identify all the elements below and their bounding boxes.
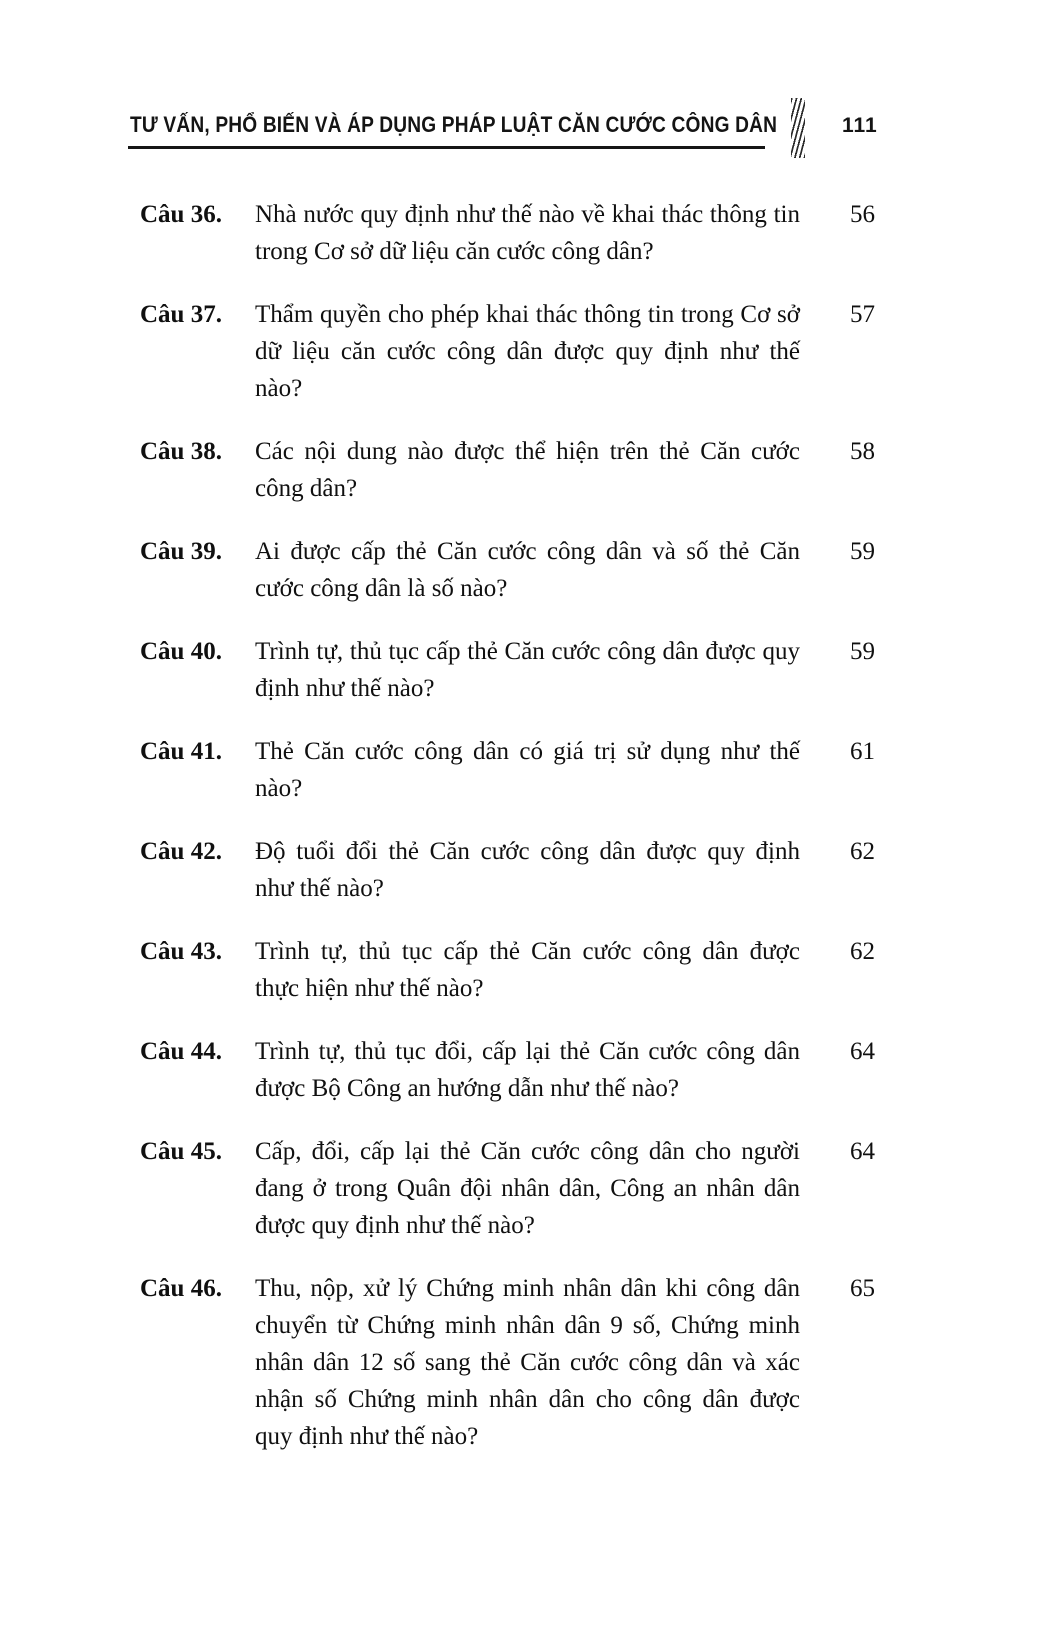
toc-entry-page: 64 (850, 1038, 875, 1065)
toc-entry-page: 59 (850, 638, 875, 665)
toc-entry (140, 196, 875, 270)
hatch-mark-icon (791, 98, 805, 158)
toc-entry-number: Câu 45. (140, 1138, 222, 1165)
toc-entry-page: 58 (850, 438, 875, 465)
toc-entry-title: Ai được cấp thẻ Căn cước công dân và số thẻ Căn cước công dân là số nào? (255, 538, 800, 602)
toc-entry-number: Câu 46. (140, 1275, 222, 1302)
toc-entry-number: Câu 43. (140, 938, 222, 965)
toc-entry (140, 833, 875, 907)
running-header-title: TƯ VẤN, PHỔ BIẾN VÀ ÁP DỤNG PHÁP LUẬT CĂN CƯỚC CÔNG DÂN (130, 112, 778, 137)
toc-entry (140, 633, 875, 707)
toc-entry-number: Câu 38. (140, 438, 222, 465)
toc-entry (140, 1270, 875, 1455)
toc-entry-number: Câu 41. (140, 738, 222, 765)
toc-entry (140, 433, 875, 507)
toc-entry-number: Câu 39. (140, 538, 222, 565)
header-rule (128, 146, 765, 149)
toc-entry-title: Nhà nước quy định như thế nào về khai thác thông tin trong Cơ sở dữ liệu căn cước công dân? (255, 201, 800, 265)
toc-entry-page: 59 (850, 538, 875, 565)
toc-entry-number: Câu 36. (140, 201, 222, 228)
toc-entry-title: Độ tuổi đổi thẻ Căn cước công dân được quy định như thế nào? (255, 838, 800, 902)
toc-entry-title: Thu, nộp, xử lý Chứng minh nhân dân khi công dân chuyển từ Chứng minh nhân dân 9 số, Chứng minh nhân dân 12 số sang thẻ Căn cước công dân và xác nhận số Chứng minh nhân dân cho công dân được quy định như thế nào? (255, 1275, 800, 1450)
toc-list (140, 196, 875, 1481)
toc-entry-page: 62 (850, 838, 875, 865)
toc-entry-title: Thẩm quyền cho phép khai thác thông tin trong Cơ sở dữ liệu căn cước công dân được quy định như thế nào? (255, 301, 800, 402)
toc-entry (140, 733, 875, 807)
toc-entry-page: 62 (850, 938, 875, 965)
toc-entry-title: Trình tự, thủ tục đổi, cấp lại thẻ Căn cước công dân được Bộ Công an hướng dẫn như thế nào? (255, 1038, 800, 1102)
toc-entry (140, 296, 875, 407)
toc-entry-page: 64 (850, 1138, 875, 1165)
toc-entry-page: 65 (850, 1275, 875, 1302)
toc-entry-title: Thẻ Căn cước công dân có giá trị sử dụng như thế nào? (255, 738, 800, 802)
toc-entry (140, 533, 875, 607)
toc-entry-number: Câu 37. (140, 301, 222, 328)
toc-entry-number: Câu 42. (140, 838, 222, 865)
running-header (0, 0, 1040, 170)
page-number: 111 (842, 114, 878, 137)
toc-entry (140, 1033, 875, 1107)
toc-entry-number: Câu 44. (140, 1038, 222, 1065)
toc-entry-title: Các nội dung nào được thể hiện trên thẻ Căn cước công dân? (255, 438, 800, 502)
toc-entry-number: Câu 40. (140, 638, 222, 665)
toc-entry (140, 933, 875, 1007)
toc-entry-title: Trình tự, thủ tục cấp thẻ Căn cước công dân được quy định như thế nào? (255, 638, 800, 702)
toc-entry-page: 57 (850, 301, 875, 328)
toc-entry-page: 61 (850, 738, 875, 765)
toc-entry (140, 1133, 875, 1244)
toc-entry-title: Cấp, đổi, cấp lại thẻ Căn cước công dân cho người đang ở trong Quân đội nhân dân, Công an nhân dân được quy định như thế nào? (255, 1138, 800, 1239)
toc-entry-page: 56 (850, 201, 875, 228)
toc-entry-title: Trình tự, thủ tục cấp thẻ Căn cước công dân được thực hiện như thế nào? (255, 938, 800, 1002)
